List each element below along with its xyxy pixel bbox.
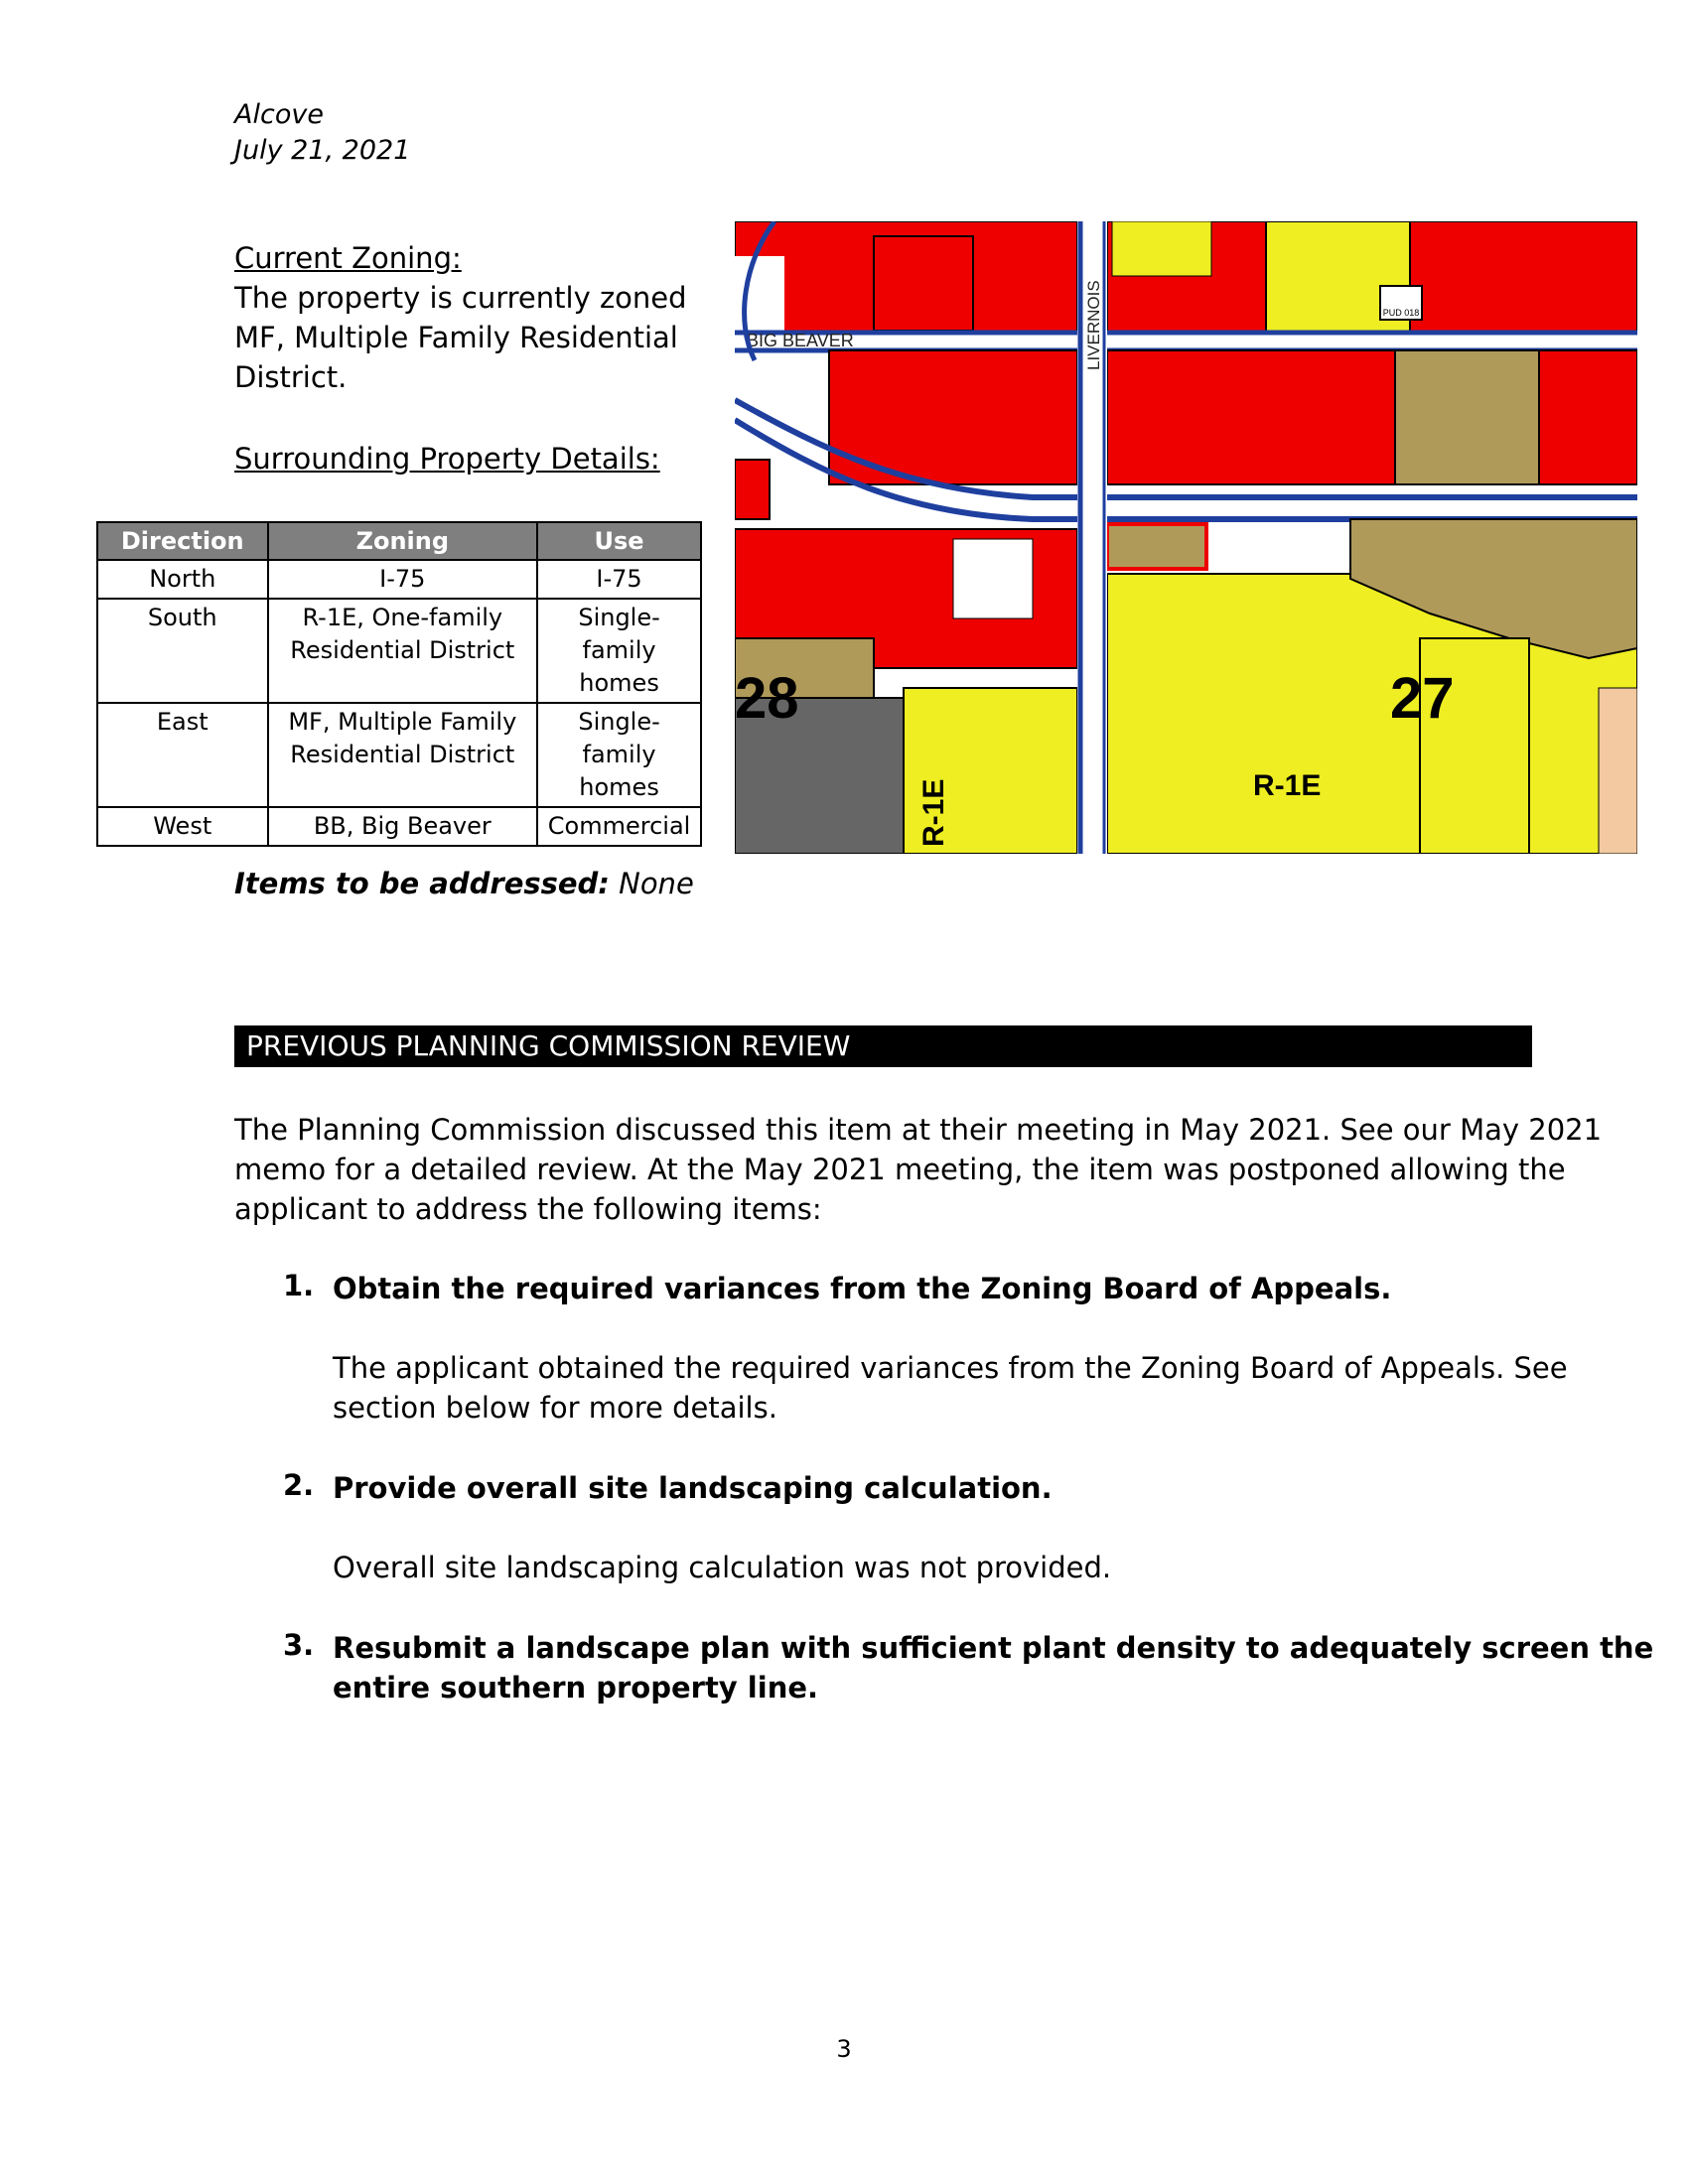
surrounding-heading: Surrounding Property Details:	[234, 442, 660, 476]
direction-cell: South	[97, 599, 268, 703]
table-row	[97, 560, 701, 599]
zoning-cell	[268, 560, 538, 599]
open-space-block	[1599, 688, 1637, 854]
direction-cell: West	[97, 807, 268, 846]
items-label: Items to be addressed:	[234, 867, 610, 900]
table-row	[97, 599, 701, 703]
item-number: 1.	[283, 1269, 315, 1302]
item-title: Provide overall site landscaping calculation.	[333, 1471, 1053, 1505]
direction-cell: North	[97, 560, 268, 599]
use-cell	[537, 560, 701, 599]
road-label-big-beaver: BIG BEAVER	[747, 331, 854, 350]
item-response: Overall site landscaping calculation was not provided.	[333, 1551, 1112, 1584]
zoning-cell	[268, 703, 538, 807]
page-number: 3	[836, 2035, 852, 2063]
commercial-block	[735, 221, 1077, 333]
section-number: 27	[1390, 666, 1455, 731]
parcel-outline	[953, 539, 1033, 618]
zoning-map	[735, 221, 1637, 854]
commercial-block	[735, 460, 770, 519]
cell-line: Single-	[578, 708, 660, 736]
commercial-block	[1107, 350, 1395, 484]
road-label-livernois: LIVERNOIS	[1084, 280, 1103, 370]
cell-line: Residential District	[290, 741, 515, 768]
use-cell	[537, 703, 701, 807]
project-name: Alcove	[234, 99, 324, 130]
district-label-vertical: R-1E	[917, 778, 950, 847]
current-zoning-line: MF, Multiple Family Residential	[234, 321, 678, 354]
table-header-row	[97, 522, 701, 560]
subject-property	[1107, 524, 1206, 569]
section-title-bar	[234, 1025, 1532, 1067]
cell-line: Commercial	[547, 812, 691, 840]
item-response: The applicant obtained the required variances from the Zoning Board of Appeals. See	[333, 1351, 1568, 1385]
item-title: entire southern property line.	[333, 1671, 819, 1705]
district-label: R-1E	[1253, 769, 1322, 802]
zoning-cell	[268, 807, 538, 846]
table-row	[97, 807, 701, 846]
intro-line: The Planning Commission discussed this item at their meeting in May 2021. See our May 2021	[234, 1113, 1603, 1147]
use-cell	[537, 807, 701, 846]
item-response: section below for more details.	[333, 1391, 777, 1425]
current-zoning-line: District.	[234, 360, 348, 394]
item-title: Resubmit a landscape plan with sufficient plant density to adequately screen the	[333, 1631, 1654, 1665]
current-zoning-heading: Current Zoning:	[234, 241, 462, 275]
cell-line: family	[582, 636, 656, 664]
column-header: Zoning	[268, 522, 538, 560]
use-cell	[537, 599, 701, 703]
cell-line: MF, Multiple Family	[288, 708, 517, 736]
column-header: Direction	[97, 522, 268, 560]
items-value: None	[619, 867, 694, 900]
item-number: 3.	[283, 1628, 315, 1662]
multifamily-block	[1395, 350, 1539, 484]
item-title: Obtain the required variances from the Zoning Board of Appeals.	[333, 1272, 1392, 1305]
cell-line: Residential District	[290, 636, 515, 664]
items-to-be-addressed	[234, 864, 694, 903]
commercial-block	[1539, 350, 1637, 484]
section-number: 28	[735, 666, 799, 731]
commercial-block	[1410, 221, 1637, 333]
cell-line: homes	[579, 669, 659, 697]
section-title: PREVIOUS PLANNING COMMISSION REVIEW	[246, 1029, 851, 1062]
item-number: 2.	[283, 1468, 315, 1502]
cell-line: family	[582, 741, 656, 768]
cell-line: I-75	[379, 565, 426, 593]
cell-line: I-75	[596, 565, 642, 593]
residential-block	[1112, 221, 1211, 276]
memo-date: July 21, 2021	[234, 135, 411, 166]
current-zoning-line: The property is currently zoned	[234, 281, 687, 315]
zoning-cell	[268, 599, 538, 703]
road-big-beaver	[735, 333, 1637, 350]
cell-line: BB, Big Beaver	[313, 812, 492, 840]
direction-cell: East	[97, 703, 268, 807]
cell-line: homes	[579, 773, 659, 801]
cell-line: R-1E, One-family	[302, 604, 503, 631]
column-header: Use	[537, 522, 701, 560]
intro-line: memo for a detailed review. At the May 2021 meeting, the item was postponed allowing the	[234, 1153, 1566, 1186]
pud-label: PUD 018	[1382, 308, 1420, 318]
surrounding-property-table	[96, 521, 702, 847]
cell-line: Single-	[578, 604, 660, 631]
table-row	[97, 703, 701, 807]
intro-line: applicant to address the following items:	[234, 1192, 822, 1226]
